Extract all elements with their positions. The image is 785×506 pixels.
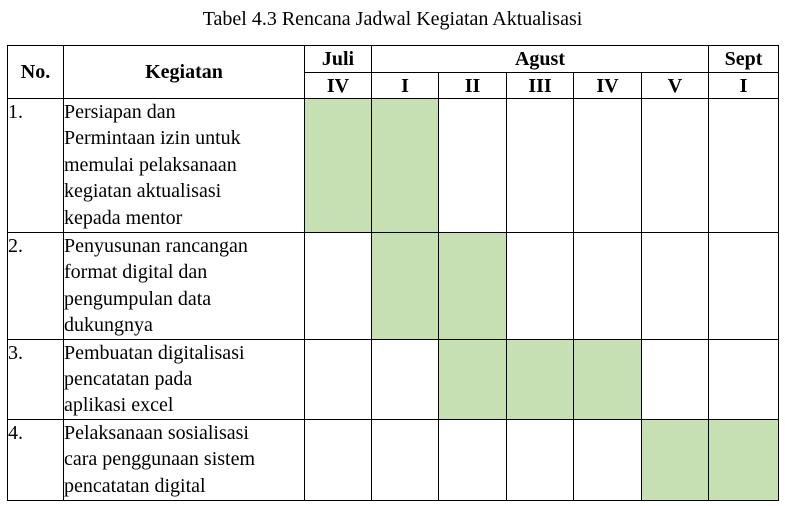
table-row (8, 339, 779, 419)
header-week: IV (305, 73, 372, 99)
table-caption: Tabel 4.3 Rencana Jadwal Kegiatan Aktualisasi (202, 8, 583, 30)
activity-line: cara penggunaan sistem (64, 448, 256, 471)
header-week: IV (574, 73, 642, 99)
header-kegiatan: Kegiatan (64, 46, 305, 99)
activity-line: aplikasi excel (64, 394, 174, 417)
schedule-cell (709, 339, 779, 419)
activity-line: Penyusunan rancangan (64, 235, 248, 257)
activity-line: Pelaksanaan sosialisasi (64, 421, 249, 444)
row-number: 4. (8, 419, 64, 500)
activity-line: kepada mentor (64, 206, 183, 229)
row-number: 3. (8, 339, 64, 419)
activity-text (64, 233, 305, 340)
schedule-cell-active (574, 339, 642, 419)
header-month-agust: Agust (372, 46, 709, 73)
schedule-cell (574, 419, 642, 500)
header-week: III (507, 73, 574, 99)
schedule-cell (507, 419, 574, 500)
schedule-cell (709, 99, 779, 233)
schedule-cell-active (507, 339, 574, 419)
table-row (8, 419, 779, 500)
schedule-cell-active (439, 233, 507, 340)
schedule-cell-active (372, 99, 439, 233)
schedule-cell-active (439, 339, 507, 419)
row-number: 2. (8, 233, 64, 340)
activity-line: Persiapan dan (64, 101, 176, 123)
activity-line: pengumpulan data (64, 287, 212, 310)
header-week: V (642, 73, 709, 99)
schedule-cell (372, 339, 439, 419)
schedule-cell (574, 233, 642, 340)
schedule-cell (507, 233, 574, 340)
activity-line: dukungnya (64, 314, 153, 337)
schedule-cell (642, 233, 709, 340)
header-week: II (439, 73, 507, 99)
schedule-cell (642, 99, 709, 233)
schedule-cell (305, 419, 372, 500)
schedule-cell-active (305, 99, 372, 233)
schedule-cell-active (709, 419, 779, 500)
schedule-cell (709, 233, 779, 340)
schedule-cell (507, 99, 574, 233)
header-week: I (372, 73, 439, 99)
schedule-cell-active (642, 419, 709, 500)
schedule-cell (642, 339, 709, 419)
schedule-cell (305, 233, 372, 340)
table-row (8, 99, 779, 233)
activity-text (64, 419, 305, 500)
activity-line: pencatatan pada (64, 368, 193, 391)
activity-line: format digital dan (64, 261, 208, 284)
header-week: I (709, 73, 779, 99)
row-number: 1. (8, 99, 64, 233)
header-row-months (8, 46, 779, 73)
schedule-cell (372, 419, 439, 500)
header-month-sept: Sept (709, 46, 779, 73)
header-month-juli: Juli (305, 46, 372, 73)
schedule-cell-active (372, 233, 439, 340)
activity-text (64, 99, 305, 233)
activity-text (64, 339, 305, 419)
schedule-cell (439, 419, 507, 500)
activity-line: Permintaan izin untuk (64, 127, 241, 150)
activity-line: memulai pelaksanaan (64, 153, 237, 176)
activity-line: pencatatan digital (64, 474, 206, 497)
table-row (8, 233, 779, 340)
schedule-cell (439, 99, 507, 233)
activity-line: kegiatan aktualisasi (64, 180, 222, 203)
schedule-cell (574, 99, 642, 233)
header-no: No. (8, 46, 64, 99)
schedule-table (7, 45, 779, 501)
schedule-cell (305, 339, 372, 419)
activity-line: Pembuatan digitalisasi (64, 341, 245, 364)
